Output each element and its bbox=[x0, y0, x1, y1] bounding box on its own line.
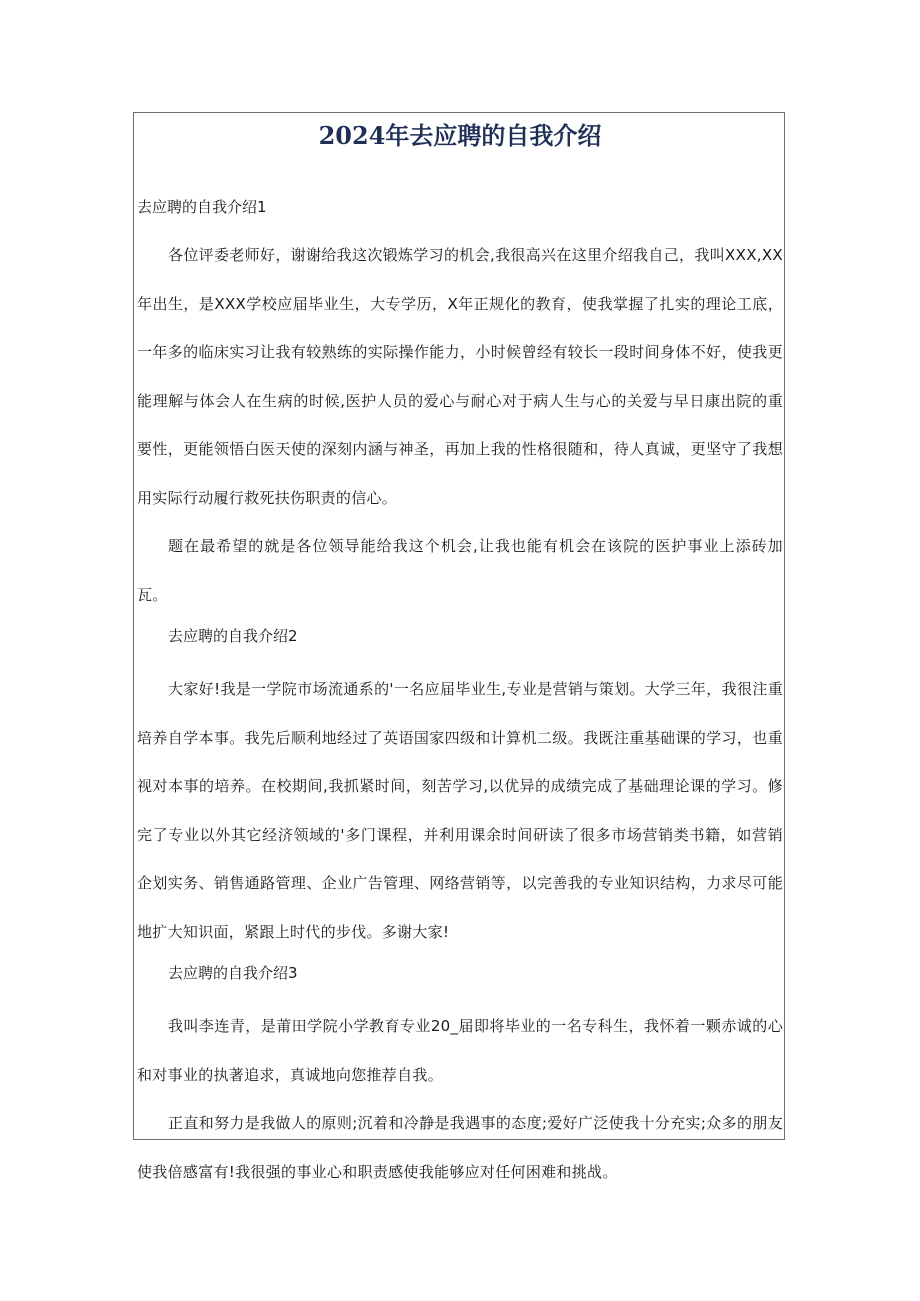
paragraph-3-2: 正直和努力是我做人的原则;沉着和冷静是我遇事的态度;爱好广泛使我十分充实;众多的朋友使我倍感富有!我很强的事业心和职责感使我能够应对任何困难和挑战。 bbox=[137, 1114, 783, 1181]
paragraph-3-1: 我叫李连青，是莆田学院小学教育专业20_届即将毕业的一名专科生，我怀着一颗赤诚的心和对事业的执著追求，真诚地向您推荐自我。 bbox=[137, 1017, 783, 1084]
paragraph-1-1: 各位评委老师好，谢谢给我这次锻炼学习的机会,我很高兴在这里介绍我自己，我叫XXX,XX年出生，是XXX学校应届毕业生，大专学历，X年正规化的教育，使我掌握了扎实的理论工底，一年多的临床实习让我有较熟练的实际操作能力，小时候曾经有较长一段时间身体不好，使我更能理解与体会人在生病的时候,医护人员的爱心与耐心对于病人生与心的关爱与早日康出院的重要性，更能领悟白医天使的深刻内涵与神圣，再加上我的性格很随和，待人真诚，更坚守了我想用实际行动履行救死扶伤职责的信心。 bbox=[137, 246, 783, 507]
section-heading-2: 去应聘的自我介绍2 bbox=[168, 627, 298, 645]
document-title: 2024年去应聘的自我介绍 bbox=[318, 121, 602, 150]
paragraph-1-2: 题在最希望的就是各位领导能给我这个机会,让我也能有机会在该院的医护事业上添砖加瓦。 bbox=[137, 537, 783, 604]
paragraph-2-1: 大家好!我是一学院市场流通系的'一名应届毕业生,专业是营销与策划。大学三年，我很注重培养自学本事。我先后顺利地经过了英语国家四级和计算机二级。我既注重基础课的学习，也重视对本事的培养。在校期间,我抓紧时间，刻苦学习,以优异的成绩完成了基础理论课的学习。修完了专业以外其它经济领域的'多门课程，并利用课余时间研读了很多市场营销类书籍，如营销企划实务、销售通路管理、企业广告管理、网络营销等，以完善我的专业知识结构，力求尽可能地扩大知识面，紧跟上时代的步伐。多谢大家! bbox=[137, 680, 783, 941]
document-body bbox=[137, 190, 783, 1196]
section-heading-3: 去应聘的自我介绍3 bbox=[168, 964, 298, 982]
section-heading-1: 去应聘的自我介绍1 bbox=[137, 198, 267, 216]
